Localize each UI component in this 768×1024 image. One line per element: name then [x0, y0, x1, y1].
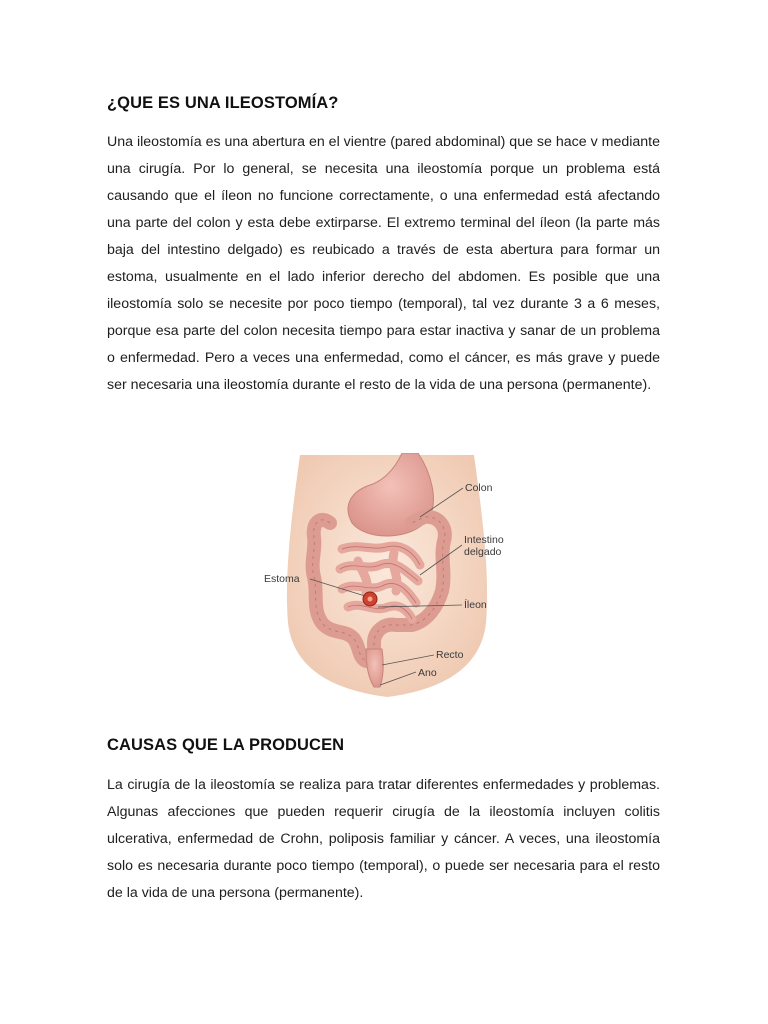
label-recto: Recto — [436, 649, 464, 661]
section-heading-what-is-ileostomy: ¿QUE ES UNA ILEOSTOMÍA? — [107, 94, 339, 112]
label-ileon: Íleon — [464, 599, 487, 611]
label-estoma: Estoma — [264, 573, 300, 585]
intestine-diagram — [262, 453, 512, 701]
section-heading-causes: CAUSAS QUE LA PRODUCEN — [107, 736, 345, 754]
label-intestino-line2: delgado — [464, 546, 502, 558]
paragraph-causes: La cirugía de la ileostomía se realiza para tratar diferentes enfermedades y problemas. Algunas afecciones que pueden requerir cirugía de la ileostomía incluyen colitis ulcerativa, enfermedad de Crohn, poliposis familiar y cáncer. A veces, una ileostomía solo es necesaria durante poco tiempo (temporal), o puede ser necesaria para el resto de la vida de una persona (permanente). — [107, 777, 660, 901]
label-ano: Ano — [418, 667, 437, 679]
label-intestino-line1: Intestino — [464, 534, 504, 546]
paragraph-definition: Una ileostomía es una abertura en el vientre (pared abdominal) que se hace v mediante una cirugía. Por lo general, se necesita una ileostomía porque un problema está causando que el íleon no funcione correctamente, o una enfermedad está afectando una parte del colon y esta debe extirparse. El extremo terminal del íleon (la parte más baja del intestino delgado) es reubicado a través de esta abertura para formar un estoma, usualmente en el lado inferior derecho del abdomen. Es posible que una ileostomía solo se necesite por poco tiempo (temporal), tal vez durante 3 a 6 meses, porque esa parte del colon necesita tiempo para estar inactiva y sanar de un problema o enfermedad. Pero a veces una enfermedad, como el cáncer, es más grave y puede ser necesaria una ileostomía durante el resto de la vida de una persona (permanente). — [107, 134, 660, 393]
label-colon: Colon — [465, 482, 493, 494]
anatomy-illustration — [262, 453, 512, 701]
